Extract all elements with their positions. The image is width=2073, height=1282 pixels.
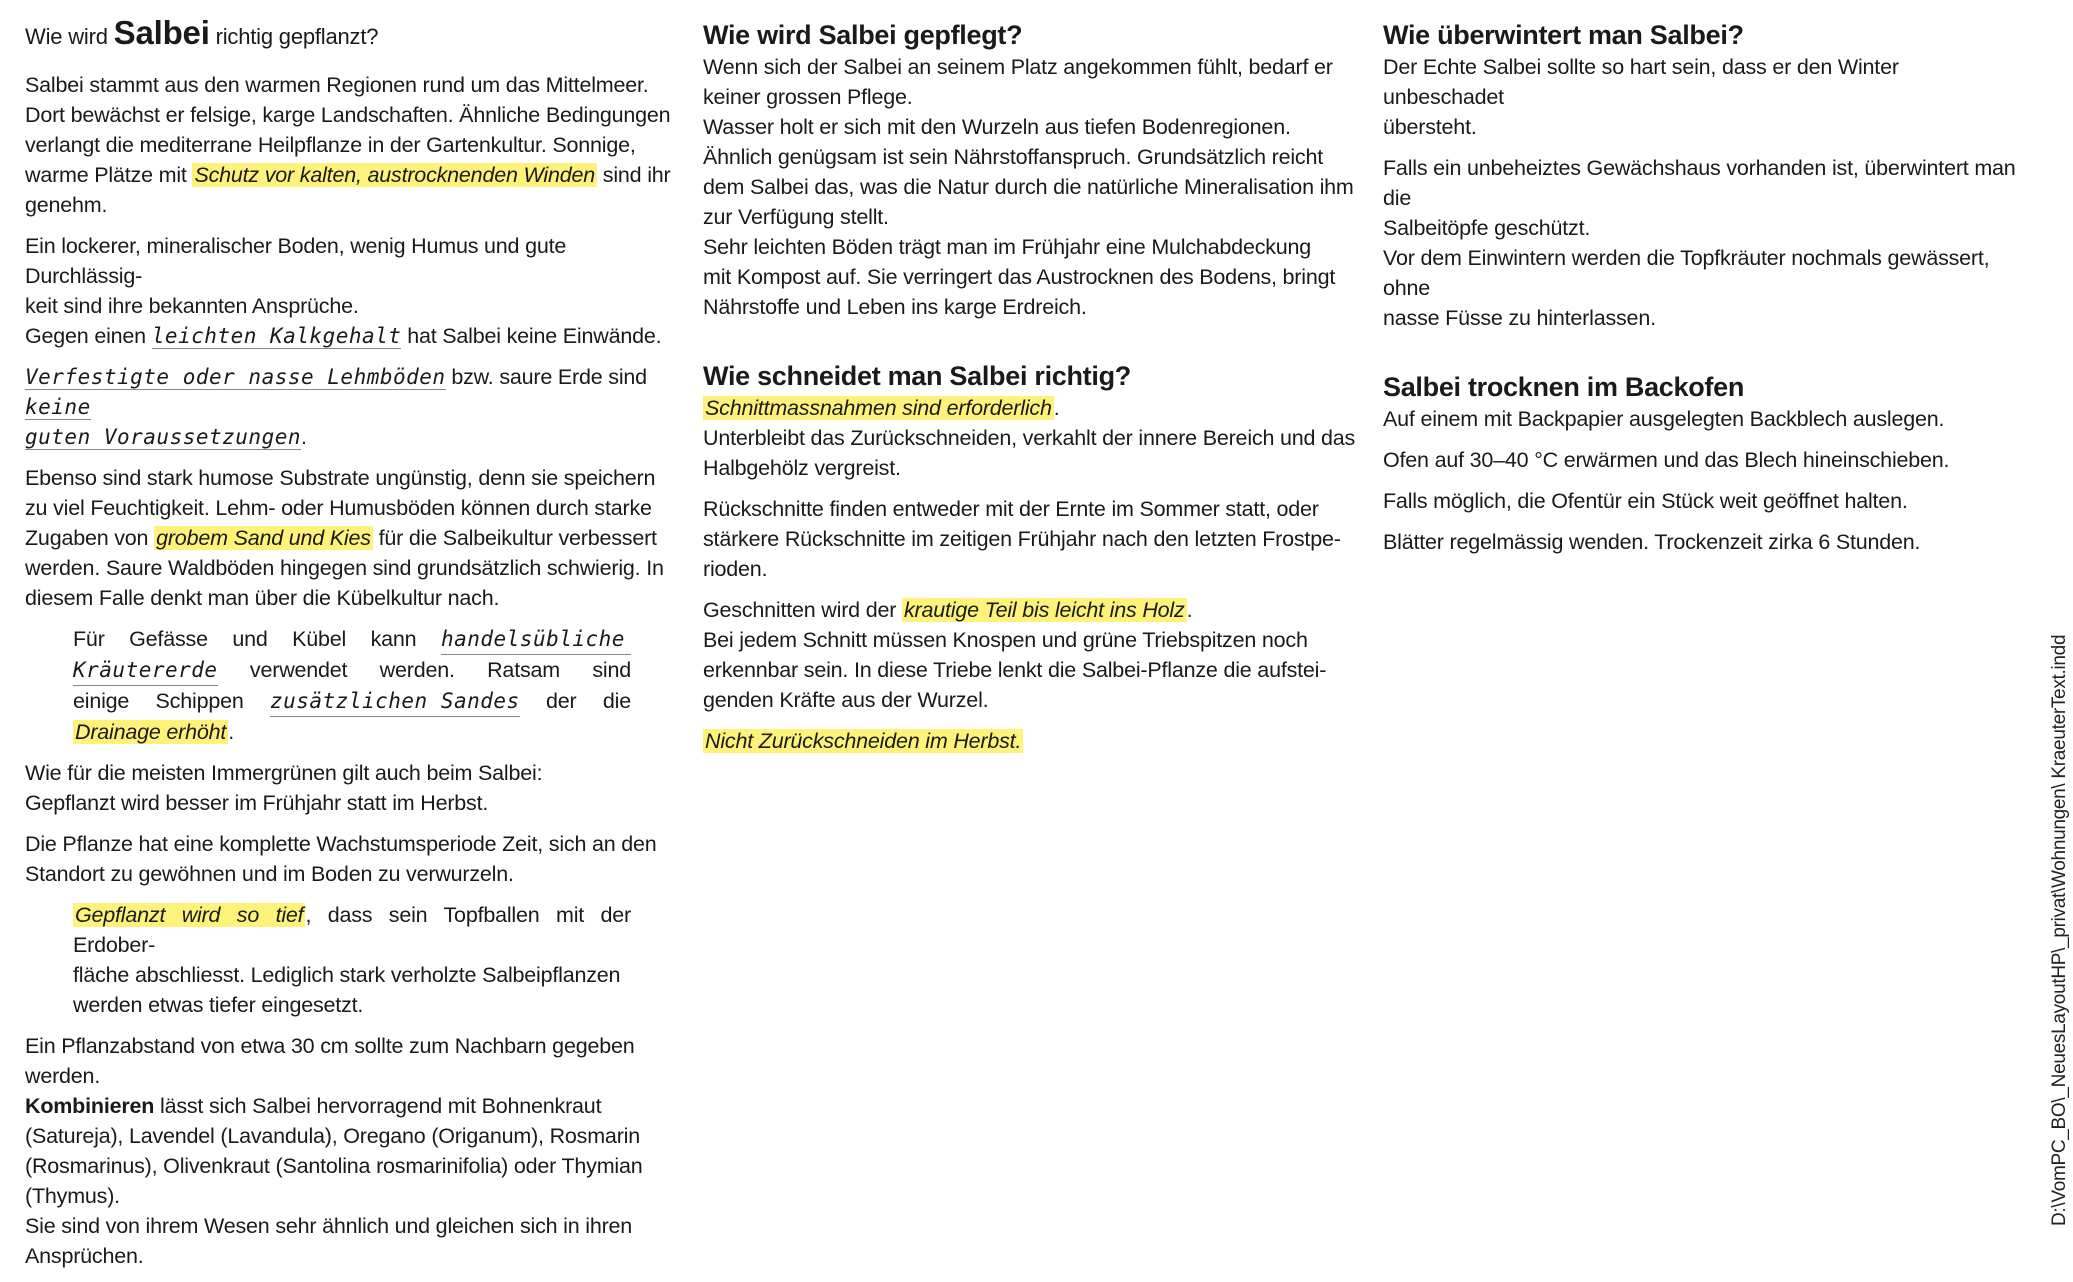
text-line: warme Plätze mit: [25, 163, 193, 187]
text-line: dem Salbei das, was die Natur durch die natürliche Mineralisation ihm: [703, 175, 1354, 199]
highlight-sand-gravel: grobem Sand und Kies: [156, 526, 371, 550]
paragraph-bad-soil: [25, 362, 675, 452]
emphasis-lime-content: leichten Kalkgehalt: [151, 324, 402, 348]
text-line: Falls ein unbeheiztes Gewächshaus vorhanden ist, überwintert man die: [1383, 156, 2016, 210]
heading-cutting: Wie schneidet man Salbei richtig?: [703, 361, 1131, 391]
text-line: diesem Falle denkt man über die Kübelkultur nach.: [25, 586, 500, 610]
text-line: stärkere Rückschnitte im zeitigen Frühjahr nach den letzten Frostpe-: [703, 527, 1341, 551]
text-line: keit sind ihre bekannten Ansprüche.: [25, 294, 359, 318]
drying-step-4: Blätter regelmässig wenden. Trockenzeit zirka 6 Stunden.: [1383, 530, 1921, 554]
text-line: .: [228, 720, 234, 744]
text-line: nasse Füsse zu hinterlassen.: [1383, 306, 1656, 330]
text-line: Nährstoffe und Leben ins karge Erdreich.: [703, 295, 1087, 319]
text-line: , dass sein Topfballen mit der Erdober-: [73, 903, 632, 957]
text-line: Vor dem Einwintern werden die Topfkräuter nochmals gewässert, ohne: [1383, 246, 1990, 300]
title-suffix: richtig gepflanzt?: [209, 24, 379, 49]
paragraph-substrates: [25, 463, 675, 613]
text-line: erkennbar sein. In diese Triebe lenkt die Salbei-Pflanze die aufstei-: [703, 658, 1327, 682]
paragraph-cutting-times: [703, 494, 1363, 584]
heading-winter: Wie überwintert man Salbei?: [1383, 20, 1744, 50]
text-line: .: [301, 425, 307, 449]
paragraph-cutting-how: [703, 595, 1363, 715]
planting-title: [25, 14, 675, 52]
emphasis-no-good: keine: [25, 395, 91, 419]
highlight-cutting-required: Schnittmassnahmen sind erforderlich: [705, 396, 1052, 420]
text-line: werden. Saure Waldböden hingegen sind grundsätzlich schwierig. In: [25, 556, 664, 580]
highlight-planting-depth: Gepflanzt wird so tief: [75, 903, 304, 927]
text-line: Wie für die meisten Immergrünen gilt auch beim Salbei:: [25, 761, 543, 785]
column-planting: [25, 14, 675, 1282]
section-gap: [1383, 344, 2023, 370]
text-line: für die Salbeikultur verbessert: [372, 526, 657, 550]
text-line: Gepflanzt wird besser im Frühjahr statt im Herbst.: [25, 791, 489, 815]
drying-step-2: Ofen auf 30–40 °C erwärmen und das Blech hineinschieben.: [1383, 448, 1950, 472]
paragraph-soil: [25, 231, 675, 351]
text-line: Ebenso sind stark humose Substrate ungünstig, denn sie speichern: [25, 466, 656, 490]
text-line: Salbeitöpfe geschützt.: [1383, 216, 1591, 240]
paragraph-hardiness: [1383, 52, 2023, 142]
text-line: Halbgehölz vergreist.: [703, 456, 901, 480]
paragraph-growth: [25, 829, 675, 889]
column-winter-drying: [1383, 18, 2023, 568]
text-line: bzw. saure Erde sind: [445, 365, 647, 389]
heading-drying: Salbei trocknen im Backofen: [1383, 372, 1745, 402]
emphasis-herb-soil: Kräutererde: [73, 655, 218, 686]
heading-care: Wie wird Salbei gepflegt?: [703, 20, 1023, 50]
paragraph-timing: [25, 758, 675, 818]
text-line: Ansprüchen.: [25, 1244, 144, 1268]
drying-step-1: Auf einem mit Backpapier ausgelegten Backblech auslegen.: [1383, 407, 1945, 431]
text-line: genehm.: [25, 193, 108, 217]
text-line: übersteht.: [1383, 115, 1477, 139]
text-line: Kräutererde verwendet werden. Ratsam sind: [73, 655, 631, 686]
text-line: Salbei stammt aus den warmen Regionen rund um das Mittelmeer.: [25, 73, 649, 97]
paragraph-greenhouse: [1383, 153, 2023, 333]
paragraph-no-autumn-cut: [703, 726, 1363, 756]
text-line: verlangt die mediterrane Heilpflanze in der Gartenkultur. Sonnige,: [25, 133, 636, 157]
text-line: sind ihr: [597, 163, 671, 187]
text-line: mit Kompost auf. Sie verringert das Austrocknen des Bodens, bringt: [703, 265, 1336, 289]
text-line: .: [1053, 396, 1060, 420]
file-path-label: D:\VomPC_BO\_NeuesLayoutHP\_privat\Wohnungen\ KraeuterText.indd: [2049, 634, 2070, 1226]
text-line: [73, 900, 631, 960]
text-line: Ähnlich genügsam ist sein Nährstoffanspruch. Grundsätzlich reicht: [703, 145, 1323, 169]
text-line: Wasser holt er sich mit den Wurzeln aus tiefen Bodenregionen.: [703, 115, 1291, 139]
emphasis-commercial: handelsübliche: [441, 624, 631, 655]
text-line: werden etwas tiefer eingesetzt.: [73, 993, 364, 1017]
text-line: Sie sind von ihrem Wesen sehr ähnlich und gleichen sich in ihren: [25, 1214, 633, 1238]
emphasis-extra-sand: zusätzlichen Sandes: [270, 686, 520, 717]
text-line: (Satureja), Lavendel (Lavandula), Oregano (Origanum), Rosmarin: [25, 1124, 640, 1148]
paragraph-care: [703, 52, 1363, 322]
column-care-cutting: [703, 18, 1363, 767]
text-line: werden.: [25, 1064, 101, 1088]
text-line: Unterbleibt das Zurückschneiden, verkahlt der innere Bereich und das: [703, 426, 1356, 450]
text-line: zur Verfügung stellt.: [703, 205, 889, 229]
text-line: genden Kräfte aus der Wurzel.: [703, 688, 989, 712]
text-line: hat Salbei keine Einwände.: [401, 324, 662, 348]
title-keyword: Salbei: [113, 14, 210, 51]
text-line: Für Gefässe und Kübel kann handelsübliche: [73, 624, 631, 655]
text-line: Wenn sich der Salbei an seinem Platz angekommen fühlt, bedarf er: [703, 55, 1333, 79]
text-line: Dort bewächst er felsige, karge Landschaften. Ähnliche Bedingungen: [25, 103, 671, 127]
paragraph-cutting-required: [703, 393, 1363, 483]
text-line: Standort zu gewöhnen und im Boden zu verwurzeln.: [25, 862, 514, 886]
paragraph-origin: [25, 70, 675, 220]
paragraph-spacing: [25, 1031, 675, 1271]
text-line: (Rosmarinus), Olivenkraut (Santolina rosmarinifolia) oder Thymian: [25, 1154, 643, 1178]
text-line: einige Schippen zusätzlichen Sandes der die: [73, 686, 631, 717]
text-line: Gegen einen: [25, 324, 152, 348]
highlight-no-autumn-cut: Nicht Zurückschneiden im Herbst.: [705, 729, 1022, 753]
text-line: zu viel Feuchtigkeit. Lehm- oder Humusböden können durch starke: [25, 496, 652, 520]
emphasis-compacted-soil: Verfestigte oder nasse Lehmböden: [25, 365, 446, 389]
text-line: Ein Pflanzabstand von etwa 30 cm sollte zum Nachbarn gegeben: [25, 1034, 635, 1058]
keyword-combine: Kombinieren: [25, 1094, 155, 1118]
title-prefix: Wie wird: [25, 24, 114, 49]
text-line: Bei jedem Schnitt müssen Knospen und grüne Triebspitzen noch: [703, 628, 1308, 652]
text-line: [73, 717, 631, 747]
drying-step-3: Falls möglich, die Ofentür ein Stück weit geöffnet halten.: [1383, 489, 1908, 513]
text-line: Rückschnitte finden entweder mit der Ernte im Sommer statt, oder: [703, 497, 1319, 521]
text-line: Der Echte Salbei sollte so hart sein, dass er den Winter unbeschadet: [1383, 55, 1899, 109]
highlight-wind-protection: Schutz vor kalten, austrocknenden Winden: [194, 163, 595, 187]
highlight-drainage: Drainage erhöht: [75, 720, 227, 744]
text-line: .: [1186, 598, 1193, 622]
section-gap: [703, 333, 1363, 359]
text-line: lässt sich Salbei hervorragend mit Bohnenkraut: [154, 1094, 602, 1118]
text-line: fläche abschliesst. Lediglich stark verholzte Salbeipflanzen: [73, 963, 621, 987]
text-line: Geschnitten wird der: [703, 598, 902, 622]
paragraph-depth: [73, 900, 631, 1020]
text-line: Die Pflanze hat eine komplette Wachstumsperiode Zeit, sich an den: [25, 832, 657, 856]
paragraph-containers: [73, 624, 631, 747]
text-line: Ein lockerer, mineralischer Boden, wenig Humus und gute Durchlässig-: [25, 234, 567, 288]
text-line: keiner grossen Pflege.: [703, 85, 913, 109]
emphasis-conditions: guten Voraussetzungen: [25, 425, 302, 449]
text-line: Zugaben von: [25, 526, 155, 550]
text-line: (Thymus).: [25, 1184, 120, 1208]
highlight-herbaceous-part: krautige Teil bis leicht ins Holz: [903, 598, 1185, 622]
text-line: rioden.: [703, 557, 768, 581]
text-line: Sehr leichten Böden trägt man im Frühjahr eine Mulchabdeckung: [703, 235, 1312, 259]
